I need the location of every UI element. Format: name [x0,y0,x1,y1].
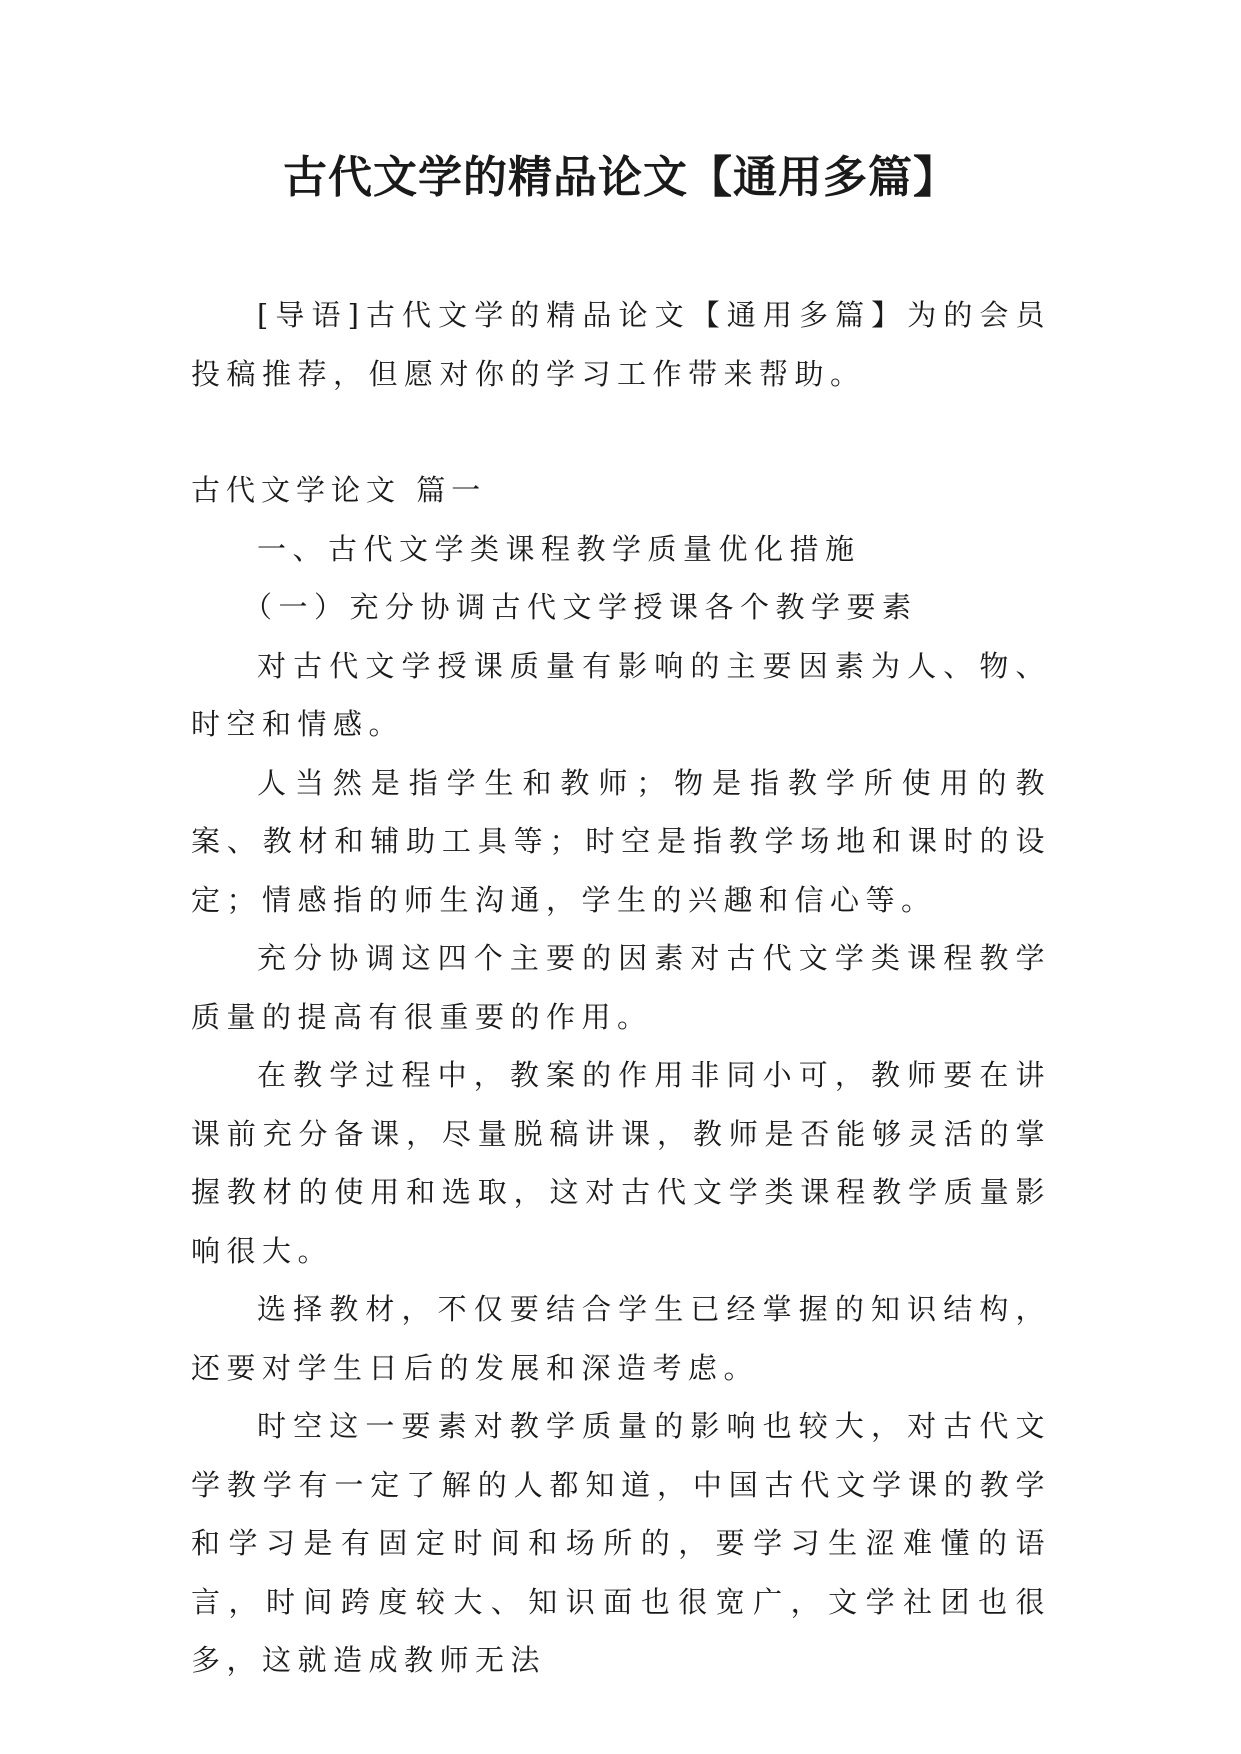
document-body [191,286,1051,1690]
body-paragraph: 时空这一要素对教学质量的影响也较大，对古代文学教学有一定了解的人都知道，中国古代文学课的教学和学习是有固定时间和场所的，要学习生涩难懂的语言，时间跨度较大、知识面也很宽广，文学社团也很多，这就造成教师无法 [191,1409,1051,1677]
document-title: 古代文学的精品论文【通用多篇】 [283,152,958,203]
body-paragraph: 选择教材，不仅要结合学生已经掌握的知识结构，还要对学生日后的发展和深造考虑。 [191,1292,1051,1385]
body-paragraph: 人当然是指学生和教师；物是指教学所使用的教案、教材和辅助工具等；时空是指教学场地和课时的设定；情感指的师生沟通，学生的兴趣和信心等。 [191,765,1051,917]
heading-level-2: （一）充分协调古代文学授课各个教学要素 [243,590,918,624]
heading-level-1: 一、古代文学类课程教学质量优化措施 [257,531,861,566]
intro-paragraph: [导语]古代文学的精品论文【通用多篇】为的会员投稿推荐，但愿对你的学习工作带来帮助。 [191,298,1051,391]
body-paragraph: 对古代文学授课质量有影响的主要因素为人、物、时空和情感。 [191,648,1051,741]
body-paragraph: 在教学过程中，教案的作用非同小可，教师要在讲课前充分备课，尽量脱稿讲课，教师是否能够灵活的掌握教材的使用和选取，这对古代文学类课程教学质量影响很大。 [191,1058,1051,1268]
section-title: 古代文学论文 篇一 [191,473,487,507]
body-paragraph: 充分协调这四个主要的因素对古代文学类课程教学质量的提高有很重要的作用。 [191,941,1051,1034]
